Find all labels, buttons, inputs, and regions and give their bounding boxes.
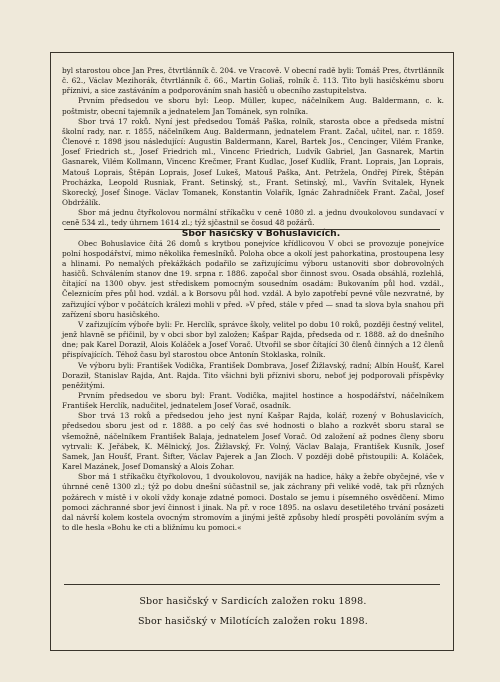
paragraph-section-2: V zařizujícím výboře byli: Fr. Herclík, správce školy, velitel po dobu 10 roků, později čestný velitel, jenž hlavně se přičinil, by v obci sbor byl založen; Kašpar Rajda, předseda od r. 1888. až do dnešního dne; pak Karel Doraził, Alois Koláček a Josef Vorač. Utvořil se sbor čítající 30 členů činných a 12 členů přispívajících. Téhož času byl starostou obce Antonín Stoklaska, rolník.	[62, 319, 444, 360]
section-title: Sbor hasičský v Bohuslavicích.	[181, 227, 341, 239]
paragraph-top-4: Sbor má jednu čtyřkolovou normální stříkačku v ceně 1080 zl. a jednu dvoukolovou sundavací v ceně 534 zl., tedy úhrnem 1614 zl.; týž sjčastnil se čosud 48 požárů.	[62, 208, 444, 228]
paragraph-section-1: Obec Bohuslavice čítá 26 domů s krytbou ponejvíce křídlicovou V obci se provozuje ponejvíce polní hospodářství, mimo několika řemeslníků. Poloha obce a okolí jest pahorkatina, prostoupena lesy a hlinami. Po nemalých překážkách podařilo se zařizujícímu výboru ustanoviti sbor dobrovolných hasičů. Schválením stanov dne 19. srpna r. 1886. započal sbor činnost svou. Osada obsáhlá, rozlehlá, čítající na 1300 obyv. jest střediskem pomocným sousedním osadám: Bukovaním půl hod. vzdál., Čeleznicím přes půl hod. vzdál. a k Borsovu půl hod. vzdál. A bylo zapotřebí pevné vůle nezvratné, by zařizující výbor v počátcích králezi mohli v před. »V před, stále v před — snad ta slova byla snahou při zařízení sboru hasičského.	[62, 238, 444, 319]
paragraph-top-3: Sbor trvá 17 roků. Nyní jest předsedou Tomáš Paška, rolník, starosta obce a předseda místní školní rady, nar. r. 1855, náčelníkem Aug. Baldermann, jednatelem Frant. Začal, učitel, nar. r. 1859. Členové r. 1898 jsou následující: Augustin Baldermann, Karel, Bartek Jos., Cencinger, Vilém Franke, Josef Friedrich st., Josef Friedrich ml., Vincenc Friedrich, Ludvík Gabriel, Jan Gasnarek, Martin Gasnarek, Vilém Kollmann, Vincenc Krečmer, Frant Kudlac, Josef Kudlík, Frant. Loprais, Jan Loprais, Matouš Loprais, Štěpán Loprais, Josef Lukeš, Matouš Paška, Ant. Petržela, Ondřej Pírek, Štěpán Procházka, Leopold Rusniak, Frant. Setinský, st., Frant. Setinský, ml., Vavřín Svitalek, Hynek Skorecký, Josef Šinoge. Václav Tomanek, Konstantin Volařík, Ignác Zahradníček Frant. Začal, Josef Obdržálík.	[62, 116, 444, 208]
paragraph-top-1: byl starostou obce Jan Pres, čtvrtlánník č. 204. ve Vracově. V obecní radě byli: Tomáš Pres, čtvrtlánník č. 62., Václav Mezihorák, čtvrtlánník č. 66., Martin Goliaš, rolník č. 113. Tito byli hasičskému sboru příznivi, a sice zastáváním a podporováním snah hasičů u obecního zastupitelstva.	[62, 66, 444, 96]
footer-line-milotice: Sbor hasičský v Milotících založen roku 1898.	[137, 616, 369, 627]
paragraph-section-6: Sbor má 1 stříkačku čtyřkolovou, 1 dvoukolovou, naviják na hadice, háky a žebře obyčejné, vše v úhrnné ceně 1300 zl.; týž po dobu dnešní súčastnil se, jak záchrany při veliké vodě, tak při různých požárech v místě i v okolí vždy konaje zdatné pomoci. Dostalo se jemu i písemného osvědčení. Mimo pomoci záchranné sbor jeví činnost i jinak. Na př. v roce 1895. na oslavu desetiletého trvání posázeti dal návrší kolem kostela ovocným stromovím a jinými ještě způsoby hledí prospěti povoláním svým a to dle hesla »Bohu ke cti a bližnímu ku pomoci.«	[62, 472, 444, 533]
main-text-block	[62, 66, 444, 533]
paragraph-section-5: Sbor trvá 13 roků a předsedou jeho jest nyní Kašpar Rajda, kolář, rozený v Bohuslavicích, předsedou sboru jest od r. 1888. a po celý čas své hodnosti o blaho a rozkvět sboru staral se všemožně, náčelníkem František Balaja, jednatelem Josef Vorač. Od založení až podnes členy sboru vytrvali: K. Jeřábek, K. Mělnický, Jos. Žižlavský, Fr. Volný, Václav Balaja, František Kusník, Josef Samek, Jan Houšť, Frant. Šifter, Václav Pajerek a Jan Zloch. V později době přistoupili: A. Koláček, Karel Mazánek, Josef Domanský a Alois Zohar.	[62, 411, 444, 472]
section-divider-top	[64, 229, 440, 230]
paragraph-section-3: Ve výboru byli: František Vodička, František Dombrava, Josef Žižlavský, radní; Albín Houšť, Karel Doraził, Stanislav Rajda, Ant. Rajda. Tito všichni byli příznivi sboru, neboť jej podporovali příspěvky peněžitými.	[62, 360, 444, 390]
paragraph-section-4: Prvním předsedou ve sboru byl: Frant. Vodička, majitel hostince a hospodářství, náčelníkem František Herclík, nadučitel, jednatelem Josef Vorač, osadník.	[62, 391, 444, 411]
section-divider-bottom	[64, 584, 440, 585]
paragraph-top-2: Prvním předsedou ve sboru byl: Leop. Müller, kupec, náčelníkem Aug. Baldermann, c. k. poštmistr, obecní tajemník a jednatelem Jan Tománek, syn rolníka.	[62, 96, 444, 116]
footer-line-sardice: Sbor hasičský v Sardicích založen roku 1898.	[139, 596, 367, 607]
